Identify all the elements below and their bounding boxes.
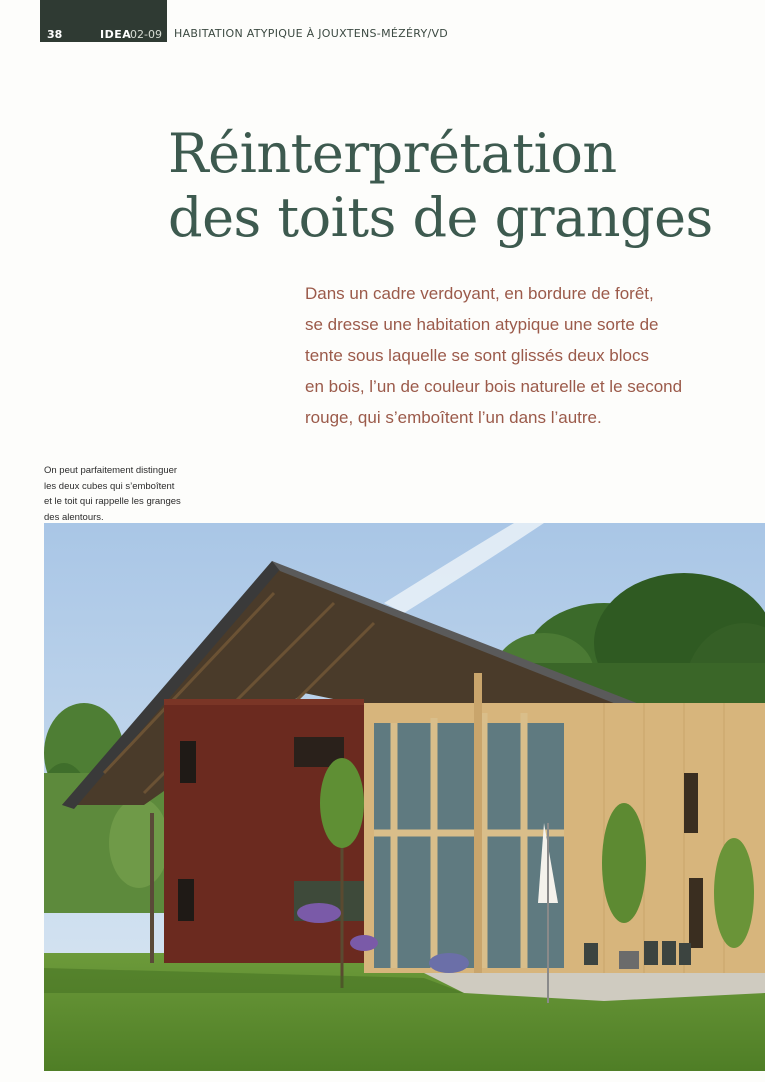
caption-line: les deux cubes qui s’emboîtent: [44, 480, 175, 492]
lead-line: en bois, l’un de couleur bois naturelle et le second: [305, 377, 683, 396]
lead-line: se dresse une habitation atypique une sorte de: [305, 315, 659, 334]
house-photo: [44, 523, 765, 1071]
caption-line: des alentours.: [44, 511, 104, 523]
magazine-issue: 02-09: [130, 28, 162, 41]
lead-line: rouge, qui s’emboîtent l’un dans l’autre.: [305, 408, 602, 427]
caption-line: et le toit qui rappelle les granges: [44, 496, 181, 507]
photo-caption: [44, 463, 181, 525]
title-line-1: Réinterprétation: [168, 122, 617, 185]
page-number: 38: [47, 28, 63, 41]
article-title: [168, 122, 713, 250]
title-line-2: des toits de granges: [168, 186, 713, 249]
lead-line: Dans un cadre verdoyant, en bordure de forêt,: [305, 284, 654, 303]
caption-line: On peut parfaitement distinguer: [44, 465, 178, 476]
lead-paragraph: [305, 278, 745, 433]
house-illustration: [44, 523, 765, 1071]
running-head: HABITATION ATYPIQUE À JOUXTENS-MÉZÉRY/VD: [174, 27, 449, 40]
magazine-name: IDEA: [100, 28, 132, 41]
lead-line: tente sous laquelle se sont glissés deux blocs: [305, 346, 649, 365]
